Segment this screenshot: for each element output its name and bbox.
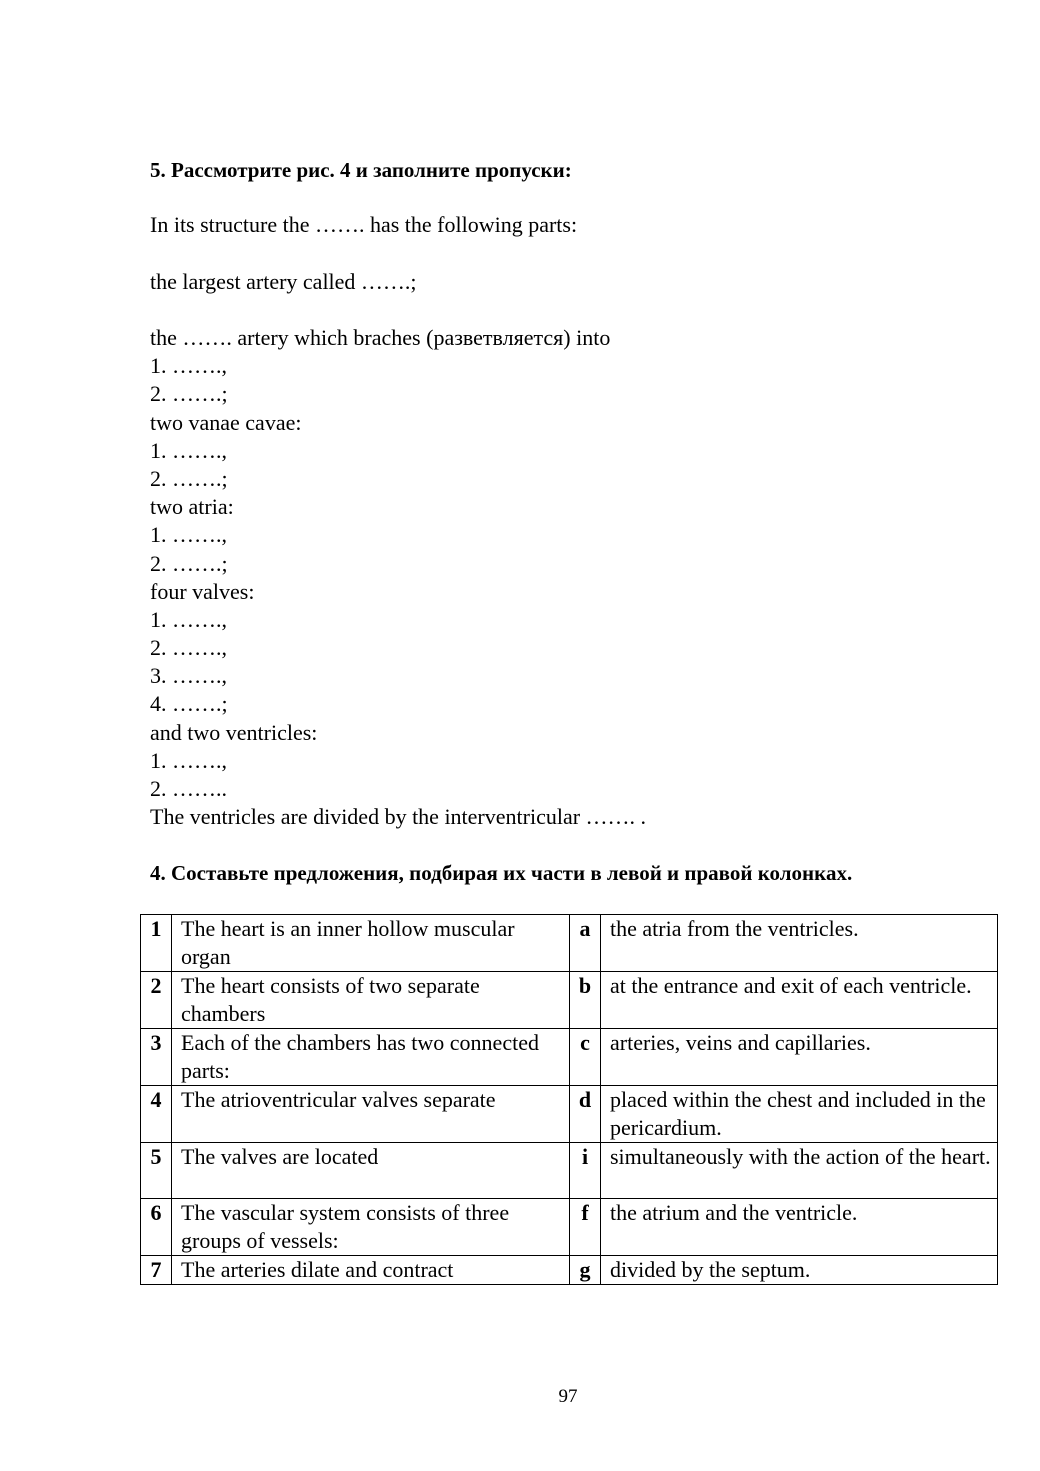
sentence-end: placed within the chest and included in the pericardium. <box>601 1086 998 1143</box>
table-row <box>141 972 998 1029</box>
sentence-end: simultaneously with the action of the heart. <box>601 1143 998 1199</box>
list-item: 1. ……., <box>150 353 227 379</box>
list-item: 4. …….; <box>150 691 228 717</box>
sentence-start: The heart consists of two separate chambers <box>172 972 570 1029</box>
table-row <box>141 915 998 972</box>
row-letter: f <box>570 1199 601 1256</box>
list-item: 2. …….; <box>150 550 228 576</box>
row-number: 5 <box>141 1143 172 1199</box>
list-item: 2. …….; <box>150 465 228 491</box>
table-row <box>141 1256 998 1285</box>
list-item: 3. ……., <box>150 663 227 689</box>
table-row <box>141 1086 998 1143</box>
sentence-end: arteries, veins and capillaries. <box>601 1029 998 1086</box>
row-letter: b <box>570 972 601 1029</box>
page-number: 97 <box>558 1386 578 1407</box>
row-letter: d <box>570 1086 601 1143</box>
row-number: 7 <box>141 1256 172 1285</box>
sentence-end: the atrium and the ventricle. <box>601 1199 998 1256</box>
table-row <box>141 1029 998 1086</box>
structure-sentence: In its structure the ……. has the following parts: <box>150 212 578 237</box>
list-item: 2. ……., <box>150 635 227 661</box>
row-number: 1 <box>141 915 172 972</box>
largest-artery-sentence: the largest artery called …….; <box>150 269 417 294</box>
sentence-end: the atria from the ventricles. <box>601 915 998 972</box>
task-5-heading: 5. Рассмотрите рис. 4 и заполните пропуски: <box>150 158 572 182</box>
row-number: 4 <box>141 1086 172 1143</box>
list-item: The ventricles are divided by the interventricular ……. . <box>150 804 647 830</box>
sentence-start: The heart is an inner hollow muscular organ <box>172 915 570 972</box>
list-item: 1. ……., <box>150 606 227 632</box>
row-number: 3 <box>141 1029 172 1086</box>
list-item: four valves: <box>150 578 255 604</box>
task-4-heading: 4. Составьте предложения, подбирая их части в левой и правой колонках. <box>150 861 853 885</box>
list-item: 1. ……., <box>150 437 227 463</box>
table-row <box>141 1199 998 1256</box>
list-item: and two ventricles: <box>150 719 318 745</box>
row-letter: c <box>570 1029 601 1086</box>
row-letter: g <box>570 1256 601 1285</box>
fill-in-list <box>150 324 646 831</box>
list-item: 1. ……., <box>150 747 227 773</box>
list-item: 2. …….. <box>150 776 227 801</box>
list-item: two atria: <box>150 494 234 520</box>
list-item: 1. ……., <box>150 522 227 548</box>
row-letter: i <box>570 1143 601 1199</box>
list-item: 2. …….; <box>150 381 228 407</box>
matching-table <box>140 914 998 1285</box>
row-number: 6 <box>141 1199 172 1256</box>
sentence-start: The arteries dilate and contract <box>172 1256 570 1285</box>
table-row <box>141 1143 998 1199</box>
sentence-start: The valves are located <box>172 1143 570 1199</box>
sentence-start: Each of the chambers has two connected parts: <box>172 1029 570 1086</box>
sentence-start: The vascular system consists of three groups of vessels: <box>172 1199 570 1256</box>
row-letter: a <box>570 915 601 972</box>
sentence-end: at the entrance and exit of each ventricle. <box>601 972 998 1029</box>
row-number: 2 <box>141 972 172 1029</box>
list-item: two vanae cavae: <box>150 409 302 435</box>
sentence-start: The atrioventricular valves separate <box>172 1086 570 1143</box>
sentence-end: divided by the septum. <box>601 1256 998 1285</box>
list-item: the ……. artery which braches (разветвляется) into <box>150 325 611 350</box>
